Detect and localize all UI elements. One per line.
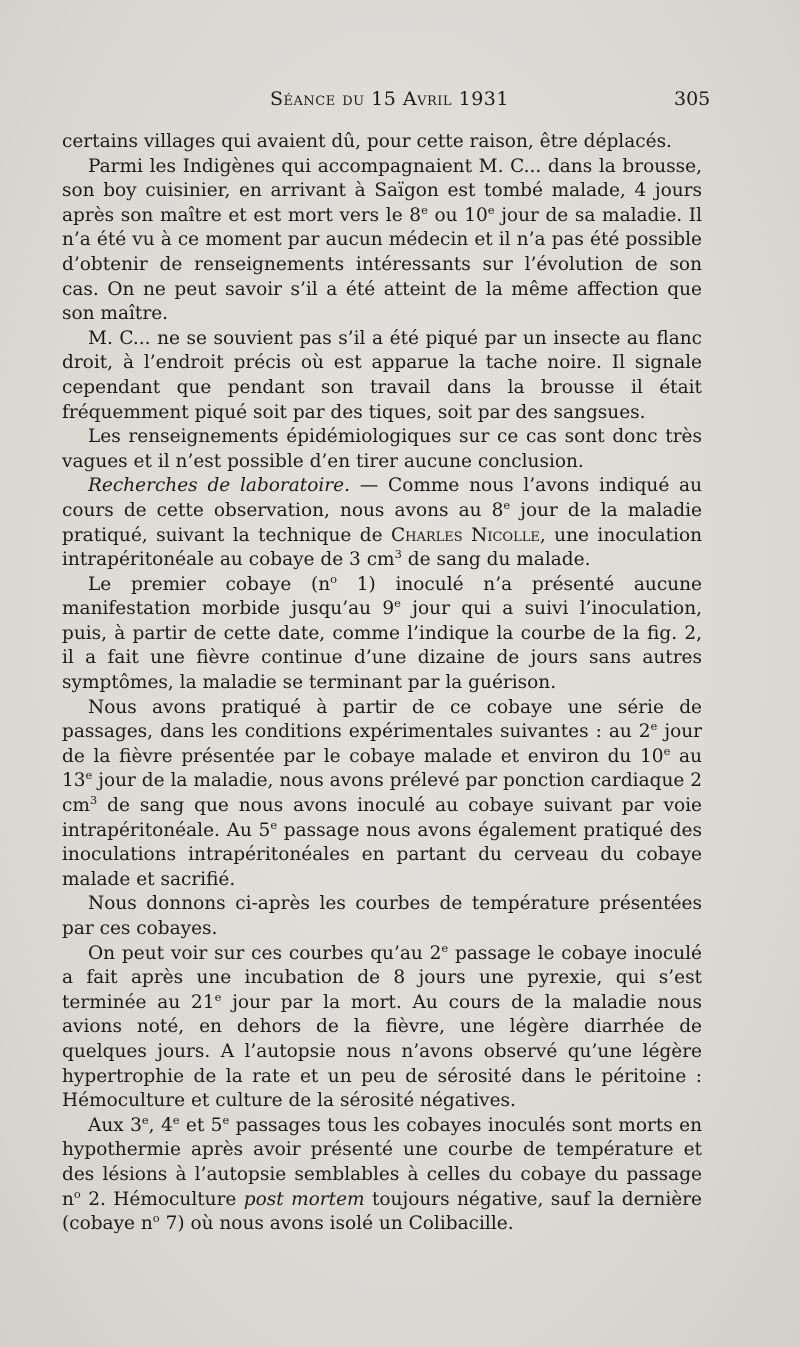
paragraph-4: Les renseignements épidémiologiques sur ce cas sont donc très vagues et il n’est possible d’en tirer aucune conclusion. [62,426,702,472]
paragraph-7: Nous avons pratiqué à partir de ce cobaye une série de passages, dans les conditions expérimentales suivantes : au 2e jour de la fièvre présentée par le cobaye malade et environ du 10e au 13e jour de la maladie, nous avons prélevé par ponction cardiaque 2 $cm^3$ de sang que nous avons inoculé au cobaye suivant par voie intrapéritonéale. Au 5e passage nous avons également pratiqué des inoculations intrapéritonéales en partant du cerveau du cobaye malade et sacrifié. [62,696,703,890]
paragraph-2: Parmi les Indigènes qui accompagnaient M. C... dans la brousse, son boy cuisinier, en arrivant à Saïgon est tombé malade, 4 jours après son maître et est mort vers le 8e ou 10e jour de sa maladie. Il n’a été vu à ce moment par aucun médecin et il n’a pas été possible d’obtenir de renseignements intéressants sur l’évolution de son cas. On ne peut savoir s’il a été atteint de la même affection que son maître. [62,155,703,325]
paragraph-9: On peut voir sur ces courbes qu’au 2e passage le cobaye inoculé a fait après une incubation de 8 jours une pyrexie, qui s’est terminée au 21e jour par la mort. Au cours de la maladie nous avions noté, en dehors de la fièvre, une légère diarrhée de quelques jours. A l’autopsie nous n’avons observé qu’une légère hypertrophie de la rate et un peu de sérosité dans le péritoine : Hémoculture et culture de la sérosité négatives. [62,940,703,1112]
paragraph-1: certains villages qui avaient dû, pour cette raison, être déplacés. [62,131,672,152]
paragraph-8: Nous donnons ci-après les courbes de température présentées par ces cobayes. [62,893,702,939]
running-head [0,88,800,116]
paragraph-3: M. C... ne se souvient pas s’il a été piqué par un insecte au flanc droit, à l’endroit précis où est apparue la tache noire. Il signale cependant que pendant son travail dans la brousse il était fréquemment piqué soit par des tiques, soit par des sangsues. [62,327,702,423]
paragraph-10: Aux 3e, 4e et 5e passages tous les cobayes inoculés sont morts en hypothermie après avoir présenté une courbe de température et des lésions à l’autopsie semblables à celles du cobaye du passage $n^o$ 2. Hémoculture post mortem toujours négative, sauf la dernière (cobaye $n^o$ 7) où nous avons isolé un Colibacille. [62,1112,702,1235]
paragraph-5: Recherches de laboratoire. — Comme nous l’avons indiqué au cours de cette observation, nous avons au 8e jour de la maladie pratiqué, suivant la technique de Charles Nicolle, une inoculation intrapéritonéale au cobaye de 3 $cm^3$ de sang du malade. [62,475,703,571]
page-number: 305 [674,88,711,110]
body-text [62,130,702,1237]
running-head-title: Séance du 15 Avril 1931 [270,88,509,110]
author-name: Charles Nicolle [391,524,540,546]
paragraph-6: Le premier cobaye ($n^o$ 1) inoculé n’a présenté aucune manifestation morbide jusqu’au 9e jour qui a suivi l’inoculation, puis, à partir de cette date, comme l’indique la courbe de la fig. 2, il a fait une fièvre continue d’une dizaine de jours sans autres symptômes, la maladie se terminant par la guérison. [62,571,702,694]
section-heading-laboratoire: Recherches de laboratoire. [88,475,350,497]
